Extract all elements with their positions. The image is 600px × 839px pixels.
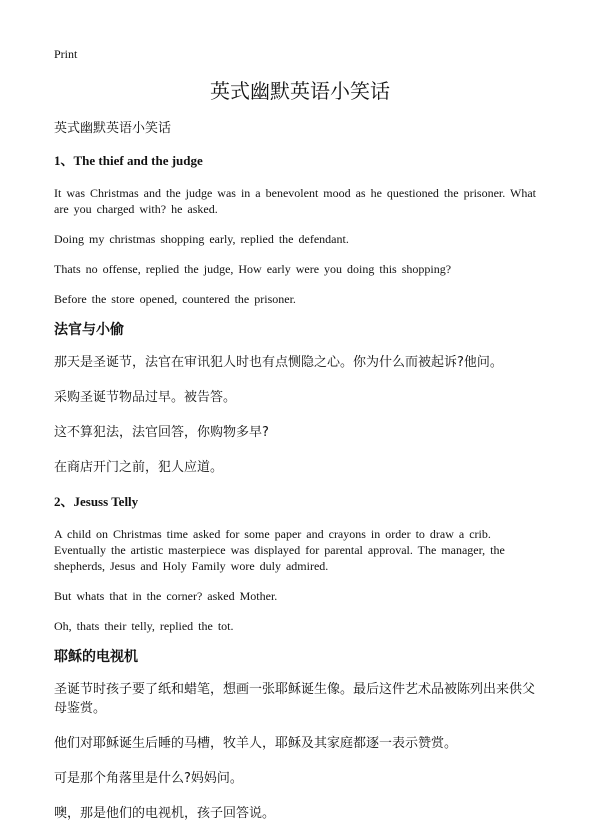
chinese-paragraph: 他们对耶稣诞生后睡的马槽，牧羊人，耶稣及其家庭都逐一表示赞赏。 bbox=[54, 736, 458, 751]
english-paragraph: A child on Christmas time asked for some paper and crayons in order to draw a crib. Eventually the artistic masterpiece was displayed for parental approval. The manager, the shepherds, Jesus and Holy Family wore duly admired. bbox=[54, 527, 505, 573]
chinese-paragraph: 噢，那是他们的电视机，孩子回答说。 bbox=[54, 806, 276, 821]
chinese-paragraph: 圣诞节时孩子要了纸和蜡笔，想画一张耶稣诞生像。最后这件艺术品被陈列出来供父母鉴赏。 bbox=[54, 682, 536, 716]
print-label[interactable]: Print bbox=[54, 47, 78, 61]
english-paragraph: But whats that in the corner? asked Mother. bbox=[54, 589, 278, 603]
chinese-paragraph: 在商店开门之前，犯人应道。 bbox=[54, 460, 224, 475]
english-paragraph: Thats no offense, replied the judge, How early were you doing this shopping? bbox=[54, 262, 452, 276]
section-heading-chinese: 耶稣的电视机 bbox=[54, 649, 138, 665]
section-heading-english: 2、Jesuss Telly bbox=[54, 494, 139, 509]
section-heading-chinese: 法官与小偷 bbox=[54, 322, 124, 338]
section-heading-english: 1、The thief and the judge bbox=[54, 153, 203, 168]
article-body bbox=[54, 120, 544, 839]
chinese-paragraph: 那天是圣诞节，法官在审讯犯人时也有点恻隐之心。你为什么而被起诉?他问。 bbox=[54, 355, 503, 370]
chinese-paragraph: 这不算犯法，法官回答，你购物多早? bbox=[54, 425, 269, 440]
chinese-paragraph: 采购圣诞节物品过早。被告答。 bbox=[54, 390, 237, 405]
article-subtitle: 英式幽默英语小笑话 bbox=[54, 121, 172, 136]
english-paragraph: Oh, thats their telly, replied the tot. bbox=[54, 619, 234, 633]
english-paragraph: Before the store opened, countered the prisoner. bbox=[54, 292, 296, 306]
english-paragraph: Doing my christmas shopping early, replied the defendant. bbox=[54, 232, 349, 246]
english-paragraph: It was Christmas and the judge was in a benevolent mood as he questioned the prisoner. What are you charged with? he asked. bbox=[54, 186, 537, 216]
page-title: 英式幽默英语小笑话 bbox=[210, 79, 390, 103]
chinese-paragraph: 可是那个角落里是什么?妈妈问。 bbox=[54, 771, 243, 786]
